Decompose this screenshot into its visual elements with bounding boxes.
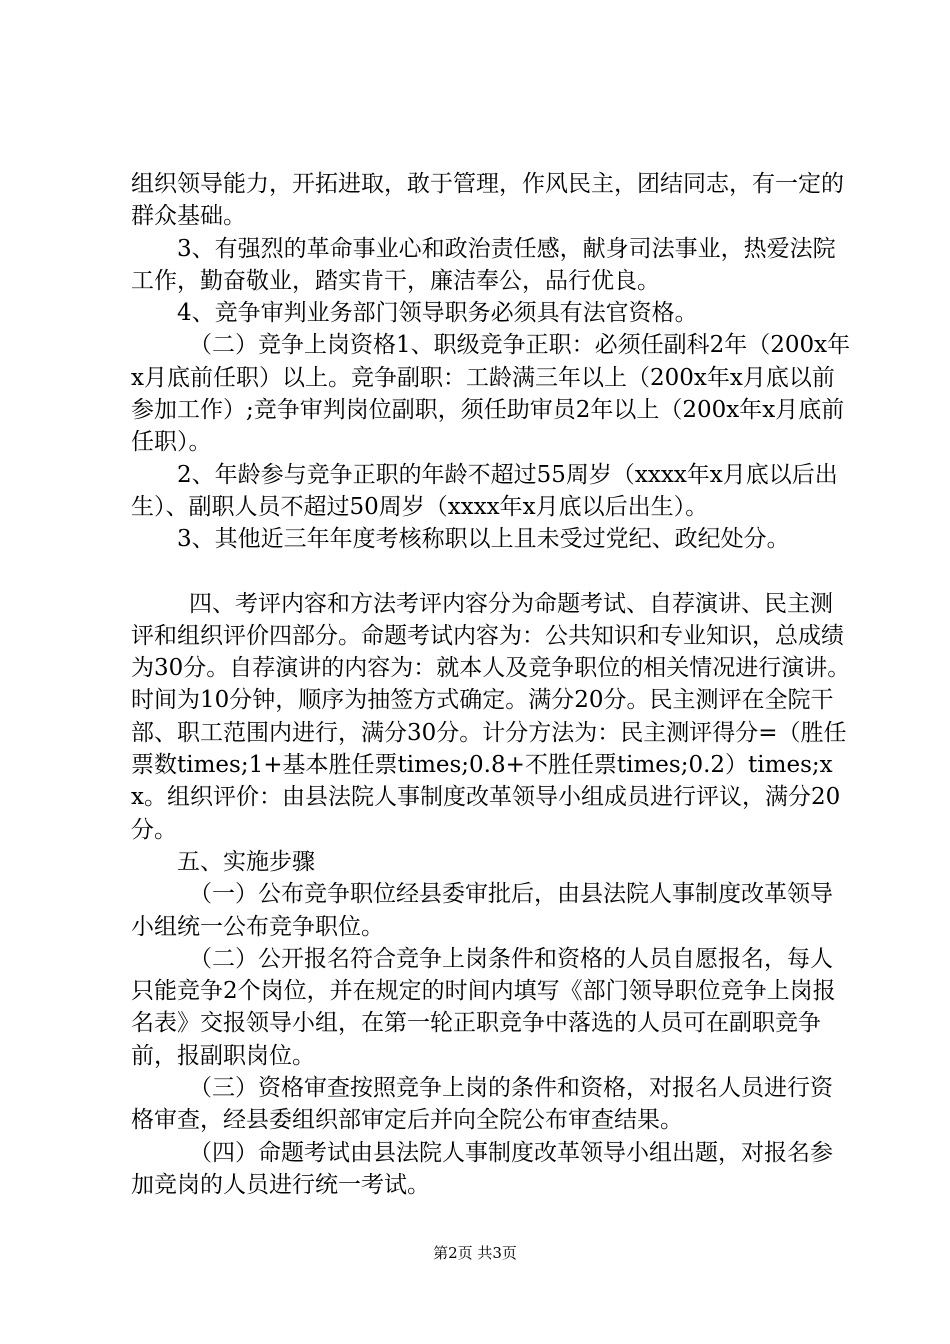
paragraph-step-4: （四）命题考试由县法院人事制度改革领导小组出题，对报名参加竞岗的人员进行统一考试。 [131,1139,833,1198]
page-footer: 第2页 共3页 [433,1244,517,1262]
paragraph-evaluation: 四、考评内容和方法考评内容分为命题考试、自荐演讲、民主测评和组织评价四部分。命题考试内容为：公共知识和专业知识，总成绩为30分。自荐演讲的内容为：就本人及竞争职位的相关情况进行演讲。时间为10分钟，顺序为抽签方式确定。满分20分。民主测评在全院干部、职工范围内进行，满分30分。计分方法为：民主测评得分=（胜任票数times;1+基本胜任票times;0.8+不胜任票times;0.2）times;xx。组织评价：由县法院人事制度改革领导小组成员进行评议，满分20分。 [131,590,851,843]
paragraph-leadership: 组织领导能力，开拓进取，敢于管理，作风民主，团结同志，有一定的群众基础。 [131,171,844,230]
paragraph-qualification: （二）竞争上岗资格1、职级竞争正职：必须任副科2年（200x年x月底前任职）以上。竞争副职：工龄满三年以上（200x年x月底以前参加工作）;竞争审判岗位副职，须任助审员2年以上（200x年x月底前任职）。 [131,332,851,456]
paragraph-age: 2、年龄参与竞争正职的年龄不超过55周岁（xxxx年x月底以后出生）、副职人员不超过50周岁（xxxx年x月底以后出生）。 [131,461,838,520]
document-body [131,168,851,1201]
paragraph-step-2: （二）公开报名符合竞争上岗条件和资格的人员自愿报名，每人只能竞争2个岗位，并在规定的时间内填写《部门领导职位竞争上岗报名表》交报领导小组，在第一轮正职竞争中落选的人员可在副职竞争前，报副职岗位。 [131,945,836,1069]
paragraph-step-3: （三）资格审查按照竞争上岗的条件和资格，对报名人员进行资格审查，经县委组织部审定后并向全院公布审查结果。 [131,1075,833,1134]
paragraph-item-4: 4、竞争审判业务部门领导职务必须具有法官资格。 [177,300,698,327]
paragraph-step-1: （一）公布竞争职位经县委审批后，由县法院人事制度改革领导小组统一公布竞争职位。 [131,881,833,940]
paragraph-other: 3、其他近三年年度考核称职以上且未受过党纪、政纪处分。 [177,526,790,553]
paragraph-gap [131,556,851,588]
paragraph-item-3: 3、有强烈的革命事业心和政治责任感，献身司法事业，热爱法院工作，勤奋敬业，踏实肯干，廉洁奉公，品行优良。 [131,235,836,294]
section-heading-steps: 五、实施步骤 [177,848,315,875]
